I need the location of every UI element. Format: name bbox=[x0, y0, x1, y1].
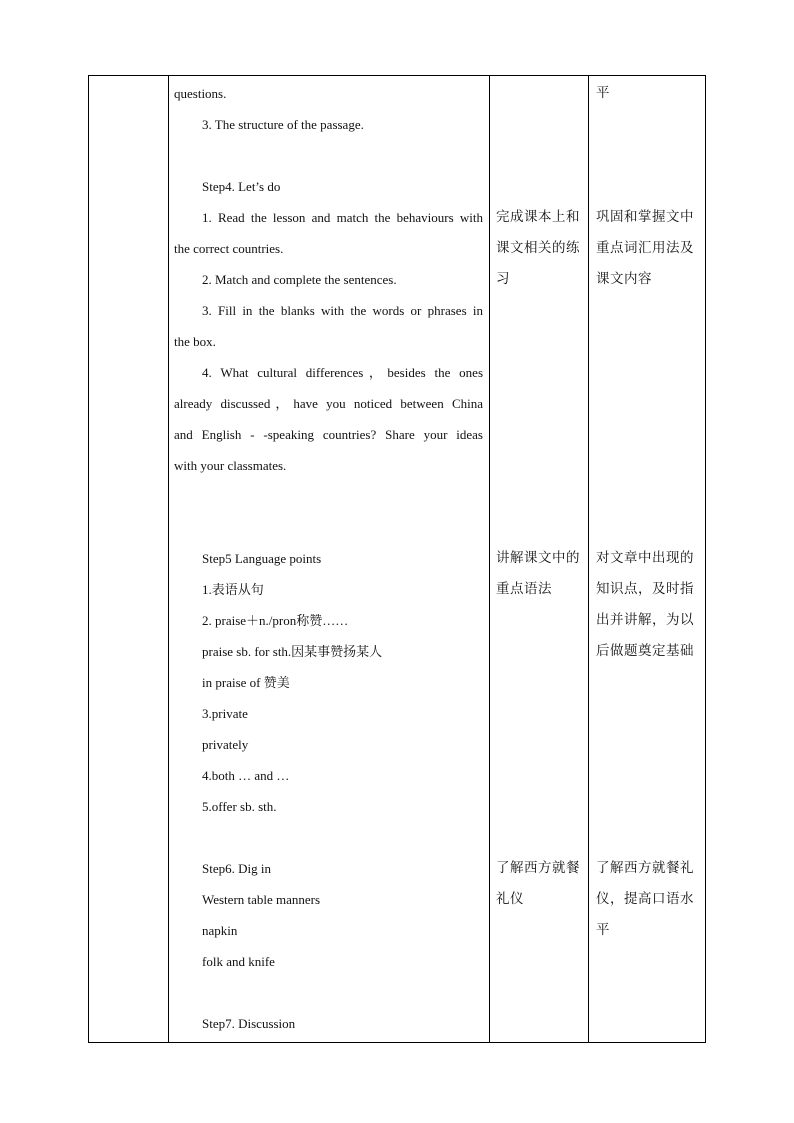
procedure-line: the correct countries. bbox=[174, 241, 284, 256]
aim-line: 平 bbox=[596, 85, 610, 101]
aim-line: 平 bbox=[596, 922, 610, 938]
procedure-line: the box. bbox=[174, 334, 216, 349]
teaching-procedure-column bbox=[168, 76, 489, 1042]
procedure-line: 4. What cultural differences，besides the ones bbox=[202, 365, 483, 380]
activity-line: 完成课本上和 bbox=[496, 209, 580, 225]
step5-title: Step5 Language points bbox=[202, 551, 322, 566]
activity-line: 讲解课文中的 bbox=[496, 550, 580, 566]
aim-line: 知识点，及时指 bbox=[596, 581, 694, 597]
procedure-line: 5.offer sb. sth. bbox=[202, 799, 277, 814]
procedure-line: 2. praise＋n./pron称赞…… bbox=[202, 613, 349, 628]
aim-line: 后做题奠定基础 bbox=[596, 643, 694, 659]
procedure-line: 3. Fill in the blanks with the words or phrases in bbox=[202, 303, 483, 318]
procedure-line: 3. The structure of the passage. bbox=[202, 117, 364, 132]
aim-line: 课文内容 bbox=[596, 271, 652, 287]
activity-line: 重点语法 bbox=[496, 581, 552, 597]
procedure-line: 4.both … and … bbox=[202, 768, 290, 783]
aim-line: 重点词汇用法及 bbox=[596, 240, 694, 256]
procedure-line: folk and knife bbox=[202, 954, 275, 969]
procedure-line: Western table manners bbox=[202, 892, 321, 907]
aim-line: 巩固和掌握文中 bbox=[596, 209, 694, 225]
procedure-line: questions. bbox=[174, 86, 227, 101]
procedure-line: 3.private bbox=[202, 706, 248, 721]
procedure-line: praise sb. for sth.因某事赞扬某人 bbox=[202, 644, 383, 659]
procedure-line: in praise of 赞美 bbox=[202, 675, 290, 690]
activity-line: 了解西方就餐 bbox=[496, 860, 580, 876]
procedure-line: with your classmates. bbox=[174, 458, 287, 473]
aim-line: 仪，提高口语水 bbox=[596, 891, 694, 907]
lesson-plan-table bbox=[88, 75, 706, 1043]
step7-title: Step7. Discussion bbox=[202, 1016, 296, 1031]
activity-line: 礼仪 bbox=[496, 891, 524, 907]
procedure-line: privately bbox=[202, 737, 249, 752]
procedure-line: 1.表语从句 bbox=[202, 582, 264, 597]
student-activity-column bbox=[489, 76, 588, 1042]
procedure-line: 2. Match and complete the sentences. bbox=[202, 272, 397, 287]
design-intent-column bbox=[588, 76, 707, 1042]
activity-line: 习 bbox=[496, 271, 510, 287]
procedure-line: napkin bbox=[202, 923, 238, 938]
step4-title: Step4. Let’s do bbox=[202, 179, 281, 194]
aim-line: 对文章中出现的 bbox=[596, 550, 694, 566]
step6-title: Step6. Dig in bbox=[202, 861, 271, 876]
aim-line: 出并讲解，为以 bbox=[596, 612, 694, 628]
aim-line: 了解西方就餐礼 bbox=[596, 860, 694, 876]
procedure-line: 1. Read the lesson and match the behaviours with bbox=[202, 210, 483, 225]
activity-line: 课文相关的练 bbox=[496, 240, 580, 256]
procedure-line: and English - -speaking countries? Share your ideas bbox=[174, 427, 483, 442]
procedure-line: already discussed，have you noticed between China bbox=[174, 396, 483, 411]
